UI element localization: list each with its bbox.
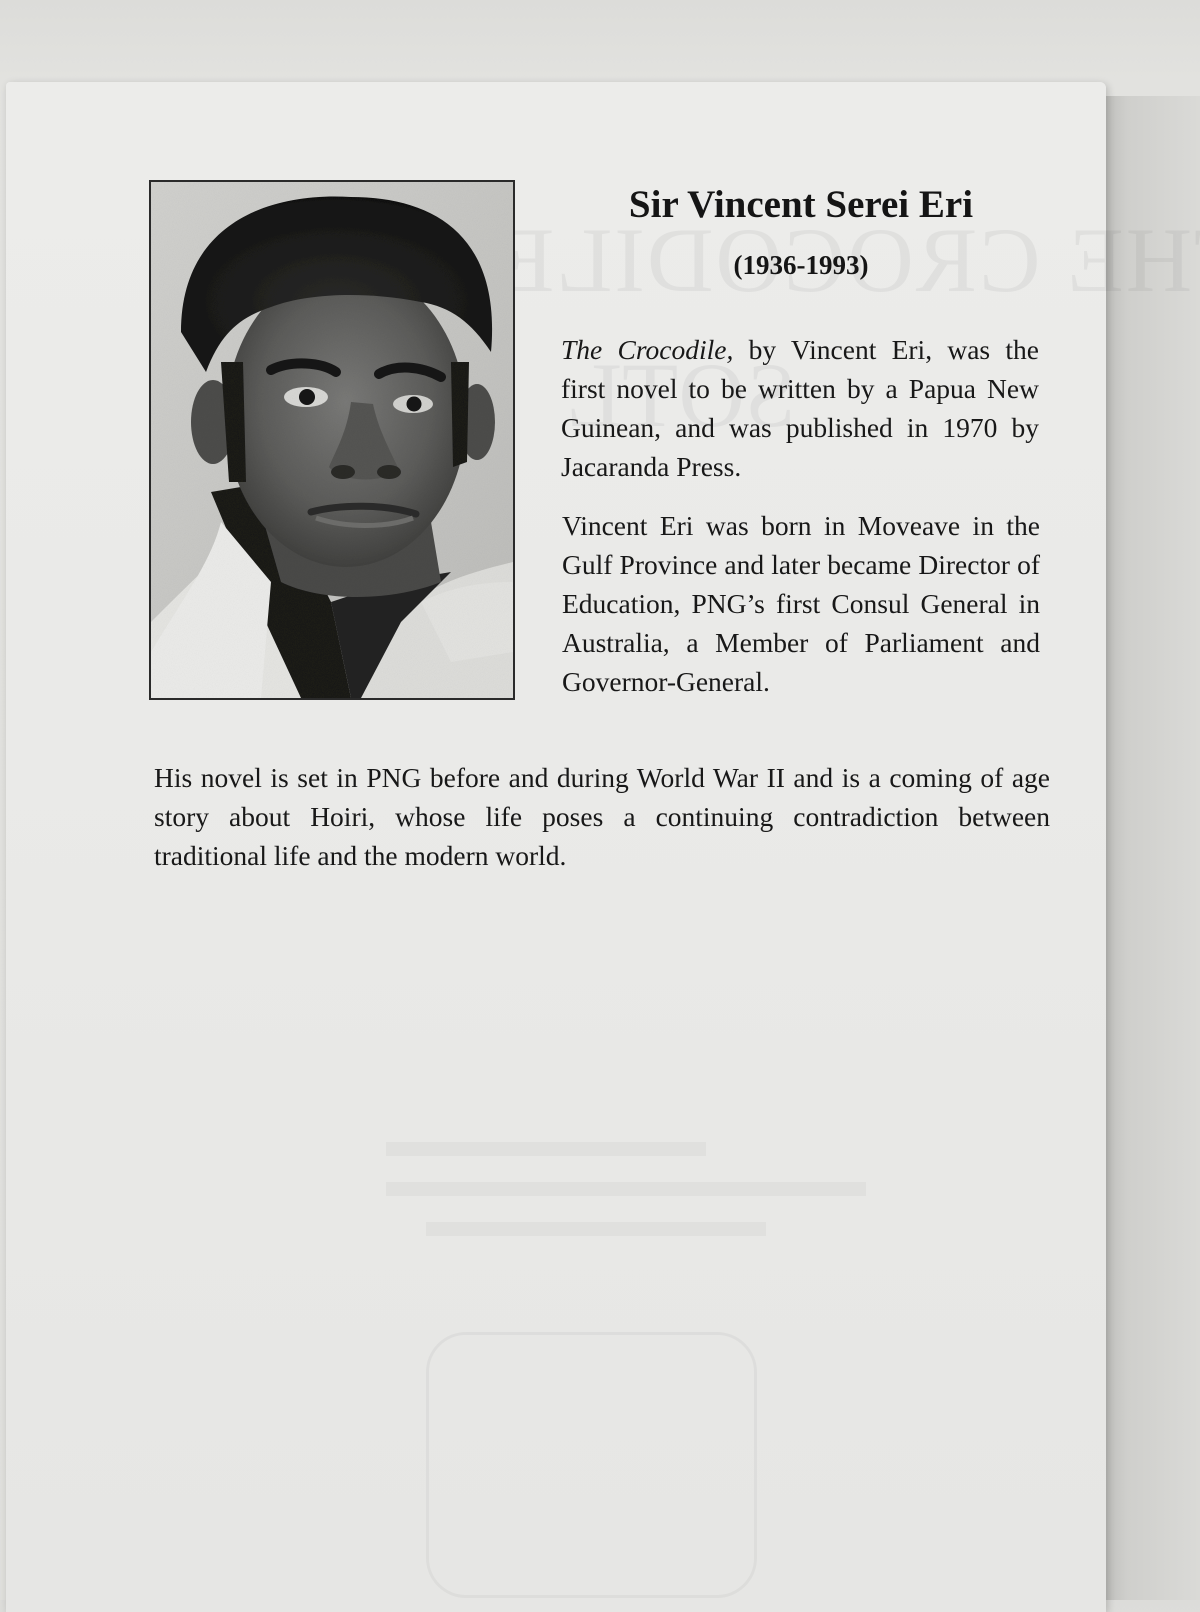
page-shadow xyxy=(1096,96,1200,1600)
author-name: Sir Vincent Serei Eri xyxy=(628,183,974,226)
paragraph-biography: Vincent Eri was born in Moveave in the Gulf Province and later became Director of Education, PNG’s first Consul General in Australia, a Member of Parliament and Governor-General. xyxy=(562,510,1040,697)
book-title: The Crocodile, xyxy=(561,334,734,365)
paragraph-novel-summary: His novel is set in PNG before and during World War II and is a coming of age story about Hoiri, whose life poses a continuing contradiction between traditional life and the modern world. xyxy=(154,762,1050,871)
show-through-seal xyxy=(426,1332,757,1598)
author-portrait xyxy=(149,180,515,700)
paragraph-novel-intro xyxy=(561,330,1039,486)
book-page xyxy=(6,82,1106,1612)
author-lifespan: (1936-1993) xyxy=(733,250,869,280)
show-through-lines xyxy=(366,1142,886,1252)
paragraph-text: by Vincent Eri, was the first novel to be written by a Papua New Guinean, and was published in 1970 by Jacaranda Press. xyxy=(561,334,1039,482)
